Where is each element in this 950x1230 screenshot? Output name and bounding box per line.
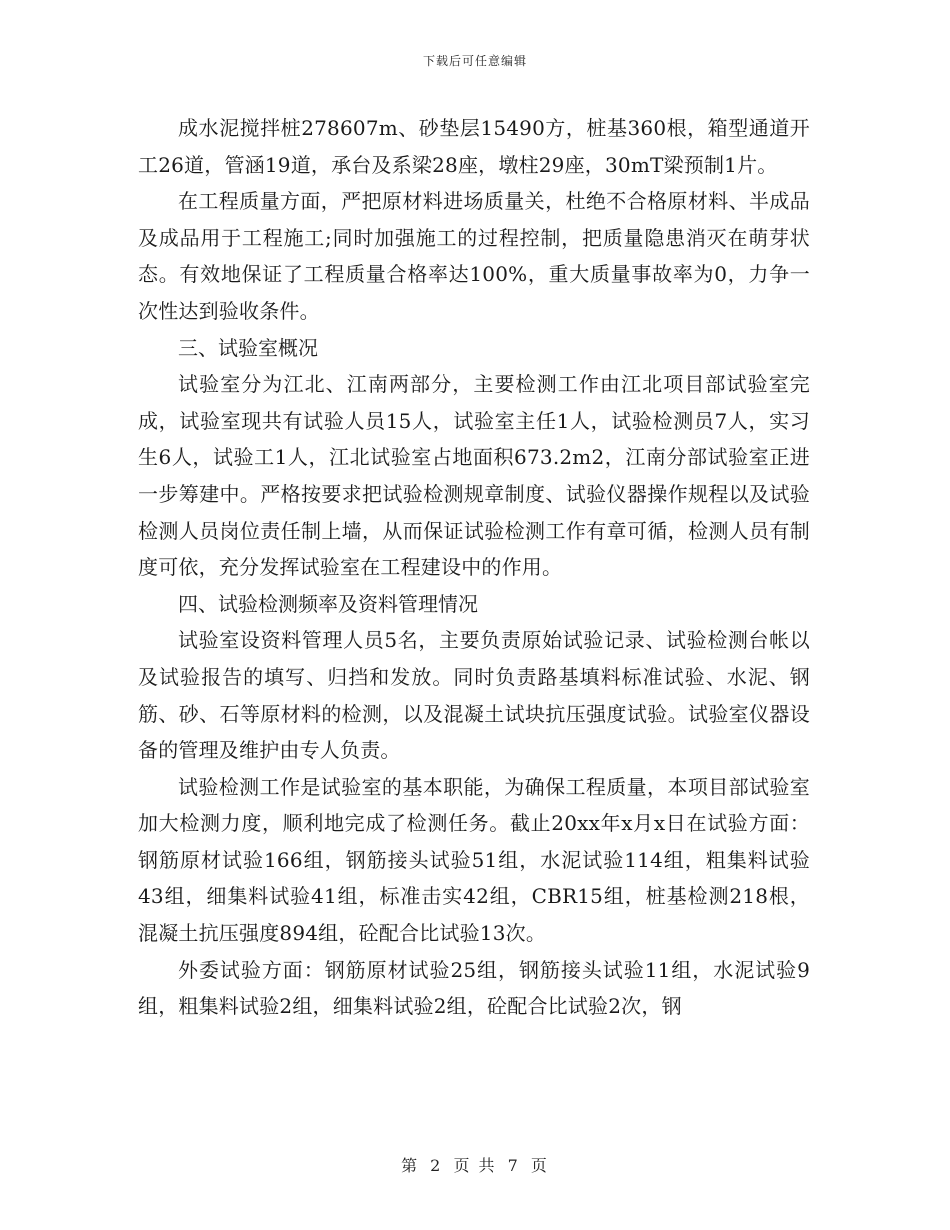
page-header: 下载后可任意编辑 bbox=[422, 54, 527, 68]
footer-total-pages: 7 bbox=[507, 1156, 520, 1175]
footer-current-page: 2 bbox=[430, 1156, 443, 1175]
footer-prefix: 第 bbox=[401, 1156, 420, 1175]
paragraph-external-testing: 外委试验方面：钢筋原材试验25组，钢筋接头试验11组，水泥试验9组，粗集料试验2组，细集料试验2组，砼配合比试验2次，钢 bbox=[138, 957, 810, 1019]
section-heading-lab-overview: 三、试验室概况 bbox=[178, 335, 318, 360]
paragraph-quality: 在工程质量方面，严把原材料进场质量关，杜绝不合格原材料、半成品及成品用于工程施工;同时加强施工的过程控制，把质量隐患消灭在萌芽状态。有效地保证了工程质量合格率达100%，重大质量事故率为0，力争一次性达到验收条件。 bbox=[138, 189, 810, 323]
section-heading-testing-frequency: 四、试验检测频率及资料管理情况 bbox=[178, 591, 478, 616]
paragraph-testing-statistics: 试验检测工作是试验室的基本职能，为确保工程质量，本项目部试验室加大检测力度，顺利地完成了检测任务。截止20xx年x月x日在试验方面：钢筋原材试验166组，钢筋接头试验51组，水泥试验114组，粗集料试验43组，细集料试验41组，标准击实42组，CBR15组，桩基检测218根，混凝土抗压强度894组，砼配合比试验13次。 bbox=[138, 774, 810, 946]
paragraph-lab-overview: 试验室分为江北、江南两部分，主要检测工作由江北项目部试验室完成，试验室现共有试验人员15人，试验室主任1人，试验检测员7人，实习生6人，试验工1人，江北试验室占地面积673.2m2，江南分部试验室正进一步筹建中。严格按要求把试验检测规章制度、试验仪器操作规程以及试验检测人员岗位责任制上墙，从而保证试验检测工作有章可循，检测人员有制度可依，充分发挥试验室在工程建设中的作用。 bbox=[138, 372, 810, 580]
page-footer bbox=[0, 1153, 950, 1176]
document-body bbox=[138, 110, 810, 1025]
footer-middle: 页 共 bbox=[453, 1156, 497, 1175]
footer-suffix: 页 bbox=[530, 1156, 549, 1175]
paragraph-progress: 成水泥搅拌桩278607m、砂垫层15490方，桩基360根，箱型通道开工26道，管涵19道，承台及系梁28座，墩柱29座，30mT梁预制1片。 bbox=[138, 116, 810, 177]
paragraph-records-management: 试验室设资料管理人员5名，主要负责原始试验记录、试验检测台帐以及试验报告的填写、归挡和发放。同时负责路基填料标准试验、水泥、钢筋、砂、石等原材料的检测，以及混凝土试块抗压强度试验。试验室仪器设备的管理及维护由专人负责。 bbox=[138, 628, 810, 763]
